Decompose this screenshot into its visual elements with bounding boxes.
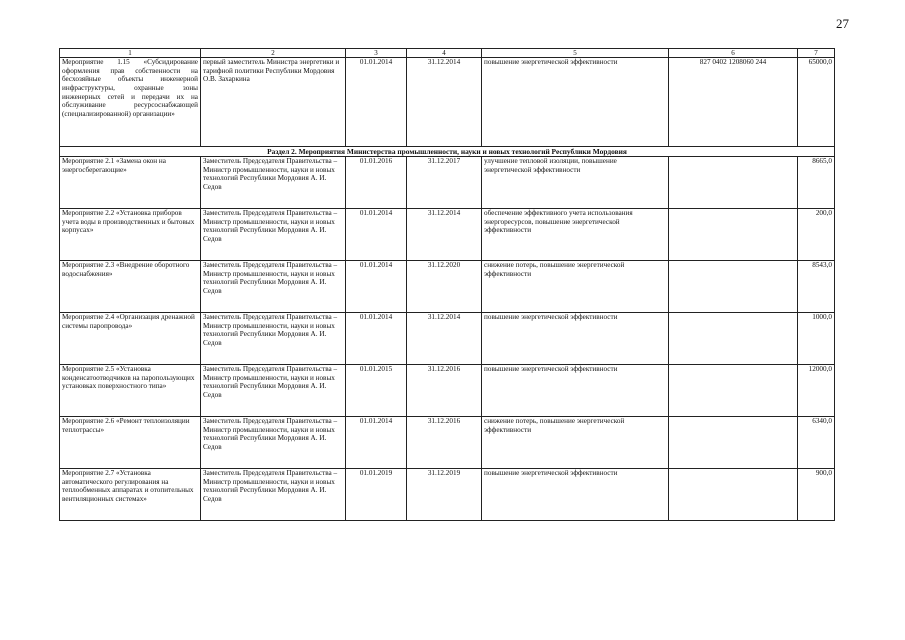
measure-budget-code bbox=[669, 261, 798, 313]
measure-amount: 8543,0 bbox=[798, 261, 835, 313]
measure-name: Мероприятие 2.7 «Установка автоматического регулирования на теплообменных аппаратах и отопительных вентиляционных системах» bbox=[60, 469, 201, 521]
measure-executor: Заместитель Председателя Правительства – Министр промышленности, науки и новых технологий Республики Мордовия А. И. Седов bbox=[201, 261, 346, 313]
measure-name: Мероприятие 2.1 «Замена окон на энергосберегающие» bbox=[60, 157, 201, 209]
column-number: 6 bbox=[669, 49, 798, 58]
column-number: 4 bbox=[407, 49, 482, 58]
measure-executor: Заместитель Председателя Правительства – Министр промышленности, науки и новых технологий Республики Мордовия А. И. Седов bbox=[201, 157, 346, 209]
measure-end: 31.12.2016 bbox=[407, 365, 482, 417]
measure-end: 31.12.2019 bbox=[407, 469, 482, 521]
measure-amount: 200,0 bbox=[798, 209, 835, 261]
measure-end: 31.12.2017 bbox=[407, 157, 482, 209]
measure-name: Мероприятие 2.2 «Установка приборов учета воды в производственных и бытовых корпусах» bbox=[60, 209, 201, 261]
measure-result: повышение энергетической эффективности bbox=[482, 313, 669, 365]
measure-amount: 8665,0 bbox=[798, 157, 835, 209]
table-row bbox=[60, 417, 835, 469]
column-number: 3 bbox=[346, 49, 407, 58]
page-number: 27 bbox=[836, 16, 849, 31]
measure-result: обеспечение эффективного учета использования энергоресурсов, повышение энергетической эффективности bbox=[482, 209, 669, 261]
measure-result: улучшение тепловой изоляции, повышение энергетической эффективности bbox=[482, 157, 669, 209]
column-number-row bbox=[60, 49, 835, 58]
measure-result: снижение потерь, повышение энергетической эффективности bbox=[482, 417, 669, 469]
measure-end: 31.12.2014 bbox=[407, 313, 482, 365]
measure-amount: 900,0 bbox=[798, 469, 835, 521]
measure-result: снижение потерь, повышение энергетической эффективности bbox=[482, 261, 669, 313]
measure-budget-code bbox=[669, 417, 798, 469]
measure-start: 01.01.2015 bbox=[346, 365, 407, 417]
measure-start: 01.01.2016 bbox=[346, 157, 407, 209]
measure-start: 01.01.2014 bbox=[346, 58, 407, 147]
measure-amount: 12000,0 bbox=[798, 365, 835, 417]
measure-start: 01.01.2019 bbox=[346, 469, 407, 521]
measure-executor: первый заместитель Министра энергетики и тарифной политики Республики Мордовия О.В. Захаркина bbox=[201, 58, 346, 147]
measures-table bbox=[59, 48, 835, 521]
measure-end: 31.12.2014 bbox=[407, 209, 482, 261]
table-row bbox=[60, 58, 835, 147]
table-row bbox=[60, 261, 835, 313]
measure-name: Мероприятие 1.15 «Субсидирование оформления прав собственности на бесхозяйные объекты инженерной инфраструктуры, охранные зоны инженерных сетей и передачи их на обслуживание ресурсоснабжающей (специализированной) организации» bbox=[60, 58, 201, 147]
measure-result: повышение энергетической эффективности bbox=[482, 365, 669, 417]
measure-amount: 65000,0 bbox=[798, 58, 835, 147]
measure-start: 01.01.2014 bbox=[346, 261, 407, 313]
measure-budget-code bbox=[669, 365, 798, 417]
section-title: Раздел 2. Мероприятия Министерства промышленности, науки и новых технологий Республики Мордовия bbox=[60, 147, 835, 157]
measure-start: 01.01.2014 bbox=[346, 417, 407, 469]
measure-end: 31.12.2016 bbox=[407, 417, 482, 469]
measure-result: повышение энергетической эффективности bbox=[482, 58, 669, 147]
measure-name: Мероприятие 2.5 «Установка конденсатоотводчиков на паропользующих установках поверхностного типа» bbox=[60, 365, 201, 417]
table-row bbox=[60, 157, 835, 209]
column-number: 2 bbox=[201, 49, 346, 58]
section-row bbox=[60, 147, 835, 157]
measure-start: 01.01.2014 bbox=[346, 313, 407, 365]
table-row bbox=[60, 209, 835, 261]
measure-end: 31.12.2020 bbox=[407, 261, 482, 313]
measure-start: 01.01.2014 bbox=[346, 209, 407, 261]
table-row bbox=[60, 313, 835, 365]
measure-result: повышение энергетической эффективности bbox=[482, 469, 669, 521]
measure-budget-code bbox=[669, 313, 798, 365]
measure-executor: Заместитель Председателя Правительства – Министр промышленности, науки и новых технологий Республики Мордовия А. И. Седов bbox=[201, 313, 346, 365]
measure-name: Мероприятие 2.3 «Внедрение оборотного водоснабжения» bbox=[60, 261, 201, 313]
measure-budget-code bbox=[669, 469, 798, 521]
column-number: 5 bbox=[482, 49, 669, 58]
measure-budget-code bbox=[669, 157, 798, 209]
table-row bbox=[60, 469, 835, 521]
measure-end: 31.12.2014 bbox=[407, 58, 482, 147]
measure-name: Мероприятие 2.4 «Организация дренажной системы паропровода» bbox=[60, 313, 201, 365]
measure-executor: Заместитель Председателя Правительства – Министр промышленности, науки и новых технологий Республики Мордовия А. И. Седов bbox=[201, 417, 346, 469]
measure-budget-code: 827 0402 1208060 244 bbox=[669, 58, 798, 147]
table-row bbox=[60, 365, 835, 417]
measure-name: Мероприятие 2.6 «Ремонт теплоизоляции теплотрассы» bbox=[60, 417, 201, 469]
measure-amount: 1000,0 bbox=[798, 313, 835, 365]
measure-executor: Заместитель Председателя Правительства – Министр промышленности, науки и новых технологий Республики Мордовия А. И. Седов bbox=[201, 209, 346, 261]
measure-budget-code bbox=[669, 209, 798, 261]
column-number: 7 bbox=[798, 49, 835, 58]
measure-executor: Заместитель Председателя Правительства – Министр промышленности, науки и новых технологий Республики Мордовия А. И. Седов bbox=[201, 469, 346, 521]
measure-amount: 6340,0 bbox=[798, 417, 835, 469]
measure-executor: Заместитель Председателя Правительства – Министр промышленности, науки и новых технологий Республики Мордовия А. И. Седов bbox=[201, 365, 346, 417]
column-number: 1 bbox=[60, 49, 201, 58]
